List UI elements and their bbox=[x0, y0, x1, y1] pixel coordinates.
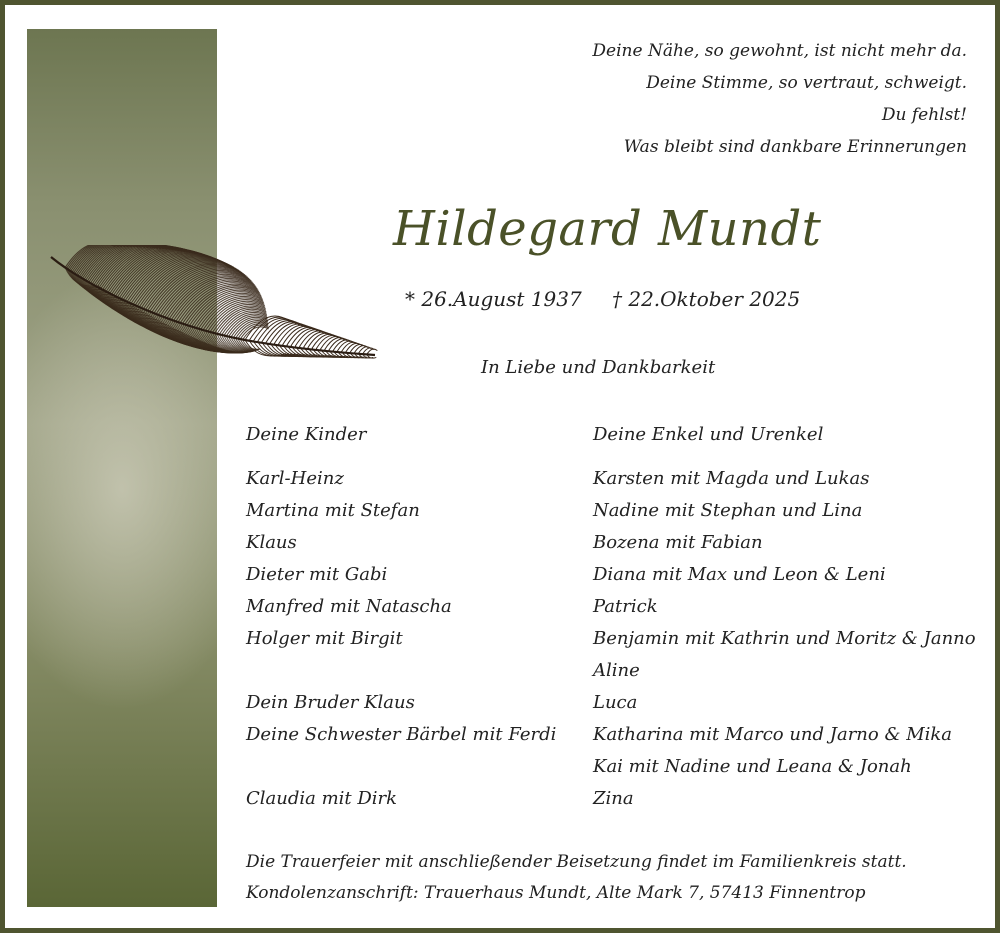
list-item: Martina mit Stefan bbox=[246, 500, 420, 521]
poem-line: Deine Nähe, so gewohnt, ist nicht mehr da. bbox=[592, 41, 967, 61]
list-item: Deine Schwester Bärbel mit Ferdi bbox=[246, 724, 557, 745]
love-line: In Liebe und Dankbarkeit bbox=[481, 357, 716, 378]
spacer bbox=[246, 655, 556, 687]
list-item: Claudia mit Dirk bbox=[246, 788, 398, 809]
death-date: † 22.Oktober 2025 bbox=[612, 287, 801, 311]
children-heading: Deine Kinder bbox=[246, 424, 367, 445]
list-item: Manfred mit Natascha bbox=[246, 596, 452, 617]
list-item: Klaus bbox=[246, 532, 297, 553]
list-item: Diana mit Max und Leon & Leni bbox=[593, 564, 886, 585]
grandchildren-heading: Deine Enkel und Urenkel bbox=[593, 424, 824, 445]
family-right-column bbox=[593, 419, 976, 815]
poem bbox=[592, 35, 967, 163]
list-item: Dieter mit Gabi bbox=[246, 564, 388, 585]
deceased-name: Hildegard Mundt bbox=[393, 201, 822, 257]
list-item: Zina bbox=[593, 788, 634, 809]
list-item: Aline bbox=[593, 660, 640, 681]
footer-notice bbox=[246, 847, 907, 909]
decorative-band bbox=[27, 29, 217, 907]
list-item: Karsten mit Magda und Lukas bbox=[593, 468, 870, 489]
list-item: Katharina mit Marco und Jarno & Mika bbox=[593, 724, 953, 745]
list-item: Karl-Heinz bbox=[246, 468, 344, 489]
feather-icon bbox=[45, 245, 385, 415]
list-item: Benjamin mit Kathrin und Moritz & Janno bbox=[593, 628, 976, 649]
family-left-column bbox=[246, 419, 556, 815]
list-item: Kai mit Nadine und Leana & Jonah bbox=[593, 756, 912, 777]
list-item: Nadine mit Stephan und Lina bbox=[593, 500, 863, 521]
condolence-address: Kondolenzanschrift: Trauerhaus Mundt, Alte Mark 7, 57413 Finnentrop bbox=[246, 883, 866, 903]
poem-line: Du fehlst! bbox=[881, 105, 967, 125]
birth-date: * 26.August 1937 bbox=[405, 287, 582, 311]
ceremony-note: Die Trauerfeier mit anschließender Beisetzung findet im Familienkreis statt. bbox=[246, 852, 907, 872]
list-item: Dein Bruder Klaus bbox=[246, 692, 415, 713]
spacer bbox=[246, 751, 556, 783]
list-item: Bozena mit Fabian bbox=[593, 532, 763, 553]
poem-line: Was bleibt sind dankbare Erinnerungen bbox=[623, 137, 967, 157]
poem-line: Deine Stimme, so vertraut, schweigt. bbox=[646, 73, 967, 93]
list-item: Patrick bbox=[593, 596, 658, 617]
list-item: Holger mit Birgit bbox=[246, 628, 403, 649]
list-item: Luca bbox=[593, 692, 638, 713]
